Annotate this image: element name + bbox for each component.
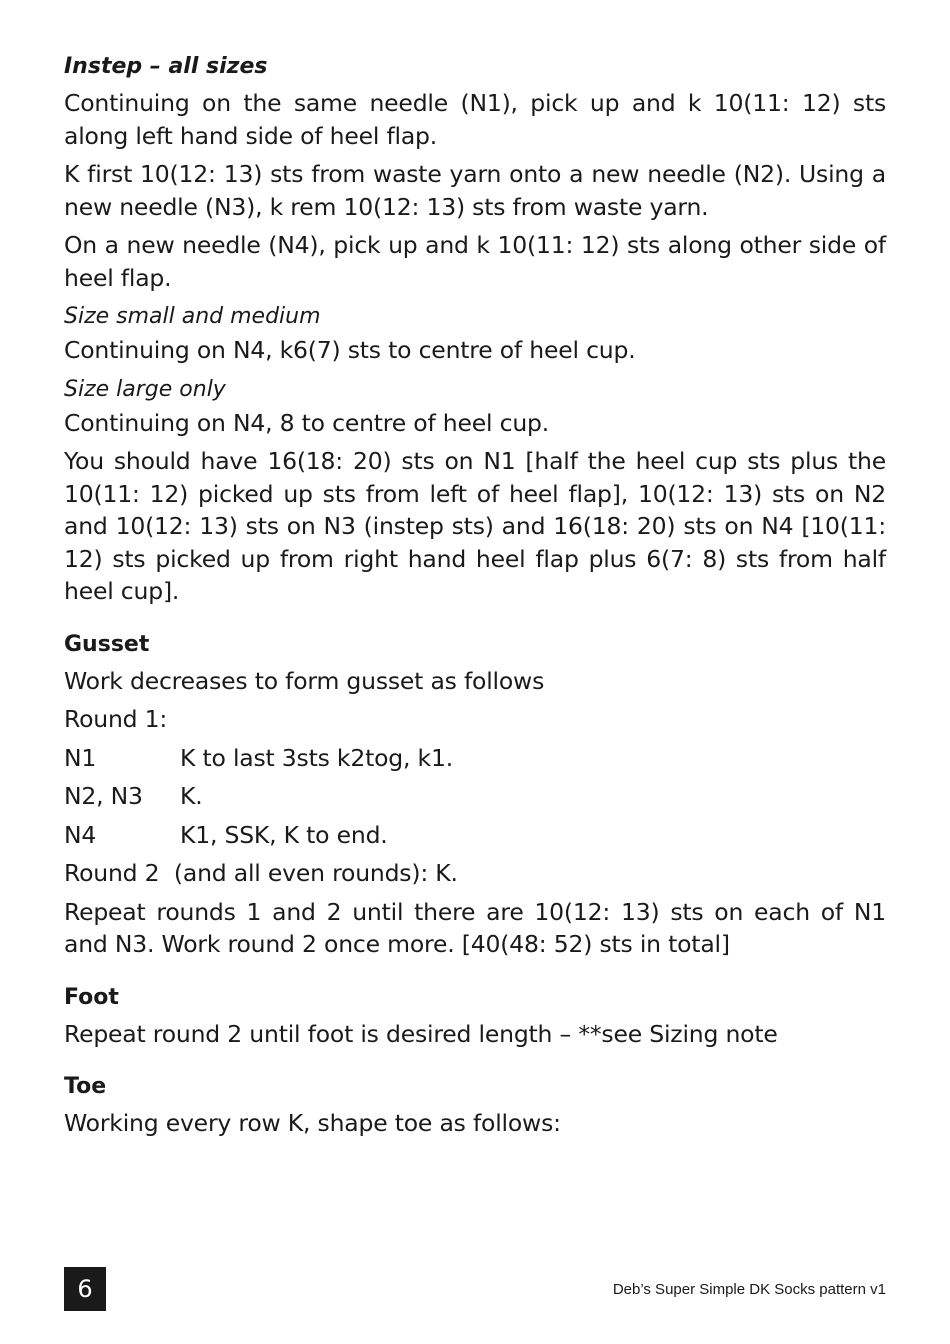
instep-paragraph-2: K first 10(12: 13) sts from waste yarn onto a new needle (N2). Using a new needle (N3), k rem 10(12: 13) sts from waste yarn.: [64, 160, 886, 221]
instep-heading: Instep – all sizes: [64, 54, 268, 79]
gusset-intro: Work decreases to form gusset as follows: [64, 666, 545, 695]
footer-title: Deb’s Super Simple DK Socks pattern v1: [612, 1281, 886, 1298]
instep-summary: You should have 16(18: 20) sts on N1 [half the heel cup sts plus the 10(11: 12) picked up sts from left of heel flap], 10(12: 13) sts on N2 and 10(12: 13) sts on N3 (instep sts) and 16(18: 20) sts on N4 [10(11: 12) sts picked up from right hand heel flap plus 6(7: 8) sts from half heel cup].: [64, 447, 886, 605]
page-content: [64, 52, 886, 1146]
toe-heading: Toe: [64, 1074, 107, 1099]
size-small-medium-heading: Size small and medium: [64, 304, 321, 329]
instep-paragraph-1: Continuing on the same needle (N1), pick up and k 10(11: 12) sts along left hand side of heel flap.: [64, 89, 886, 150]
gusset-repeat: Repeat rounds 1 and 2 until there are 10(12: 13) sts on each of N1 and N3. Work round 2 once more. [40(48: 52) sts in total]: [64, 897, 886, 958]
gusset-round-2: Round 2 (and all even rounds): K.: [64, 859, 458, 887]
needle-label: N1: [64, 743, 97, 772]
needle-label: N4: [64, 820, 97, 849]
gusset-row-n2-n3: [64, 780, 886, 813]
gusset-row-n1: [64, 742, 886, 775]
page-number: 6: [64, 1267, 106, 1311]
size-large-text: Continuing on N4, 8 to centre of heel cup.: [64, 408, 550, 437]
needle-instruction: K.: [180, 782, 203, 810]
needle-instruction: K to last 3sts k2tog, k1.: [180, 743, 453, 772]
gusset-heading: Gusset: [64, 631, 150, 657]
gusset-round-1-label: Round 1:: [64, 705, 168, 733]
foot-text: Repeat round 2 until foot is desired length – **see Sizing note: [64, 1019, 778, 1048]
toe-text: Working every row K, shape toe as follows:: [64, 1109, 561, 1137]
needle-instruction: K1, SSK, K to end.: [180, 820, 388, 849]
gusset-row-n4: [64, 819, 886, 852]
size-small-medium-text: Continuing on N4, k6(7) sts to centre of heel cup.: [64, 336, 636, 364]
needle-label: N2, N3: [64, 782, 143, 810]
instep-paragraph-3: On a new needle (N4), pick up and k 10(11: 12) sts along other side of heel flap.: [64, 231, 886, 292]
size-large-heading: Size large only: [64, 376, 226, 402]
foot-heading: Foot: [64, 984, 119, 1010]
